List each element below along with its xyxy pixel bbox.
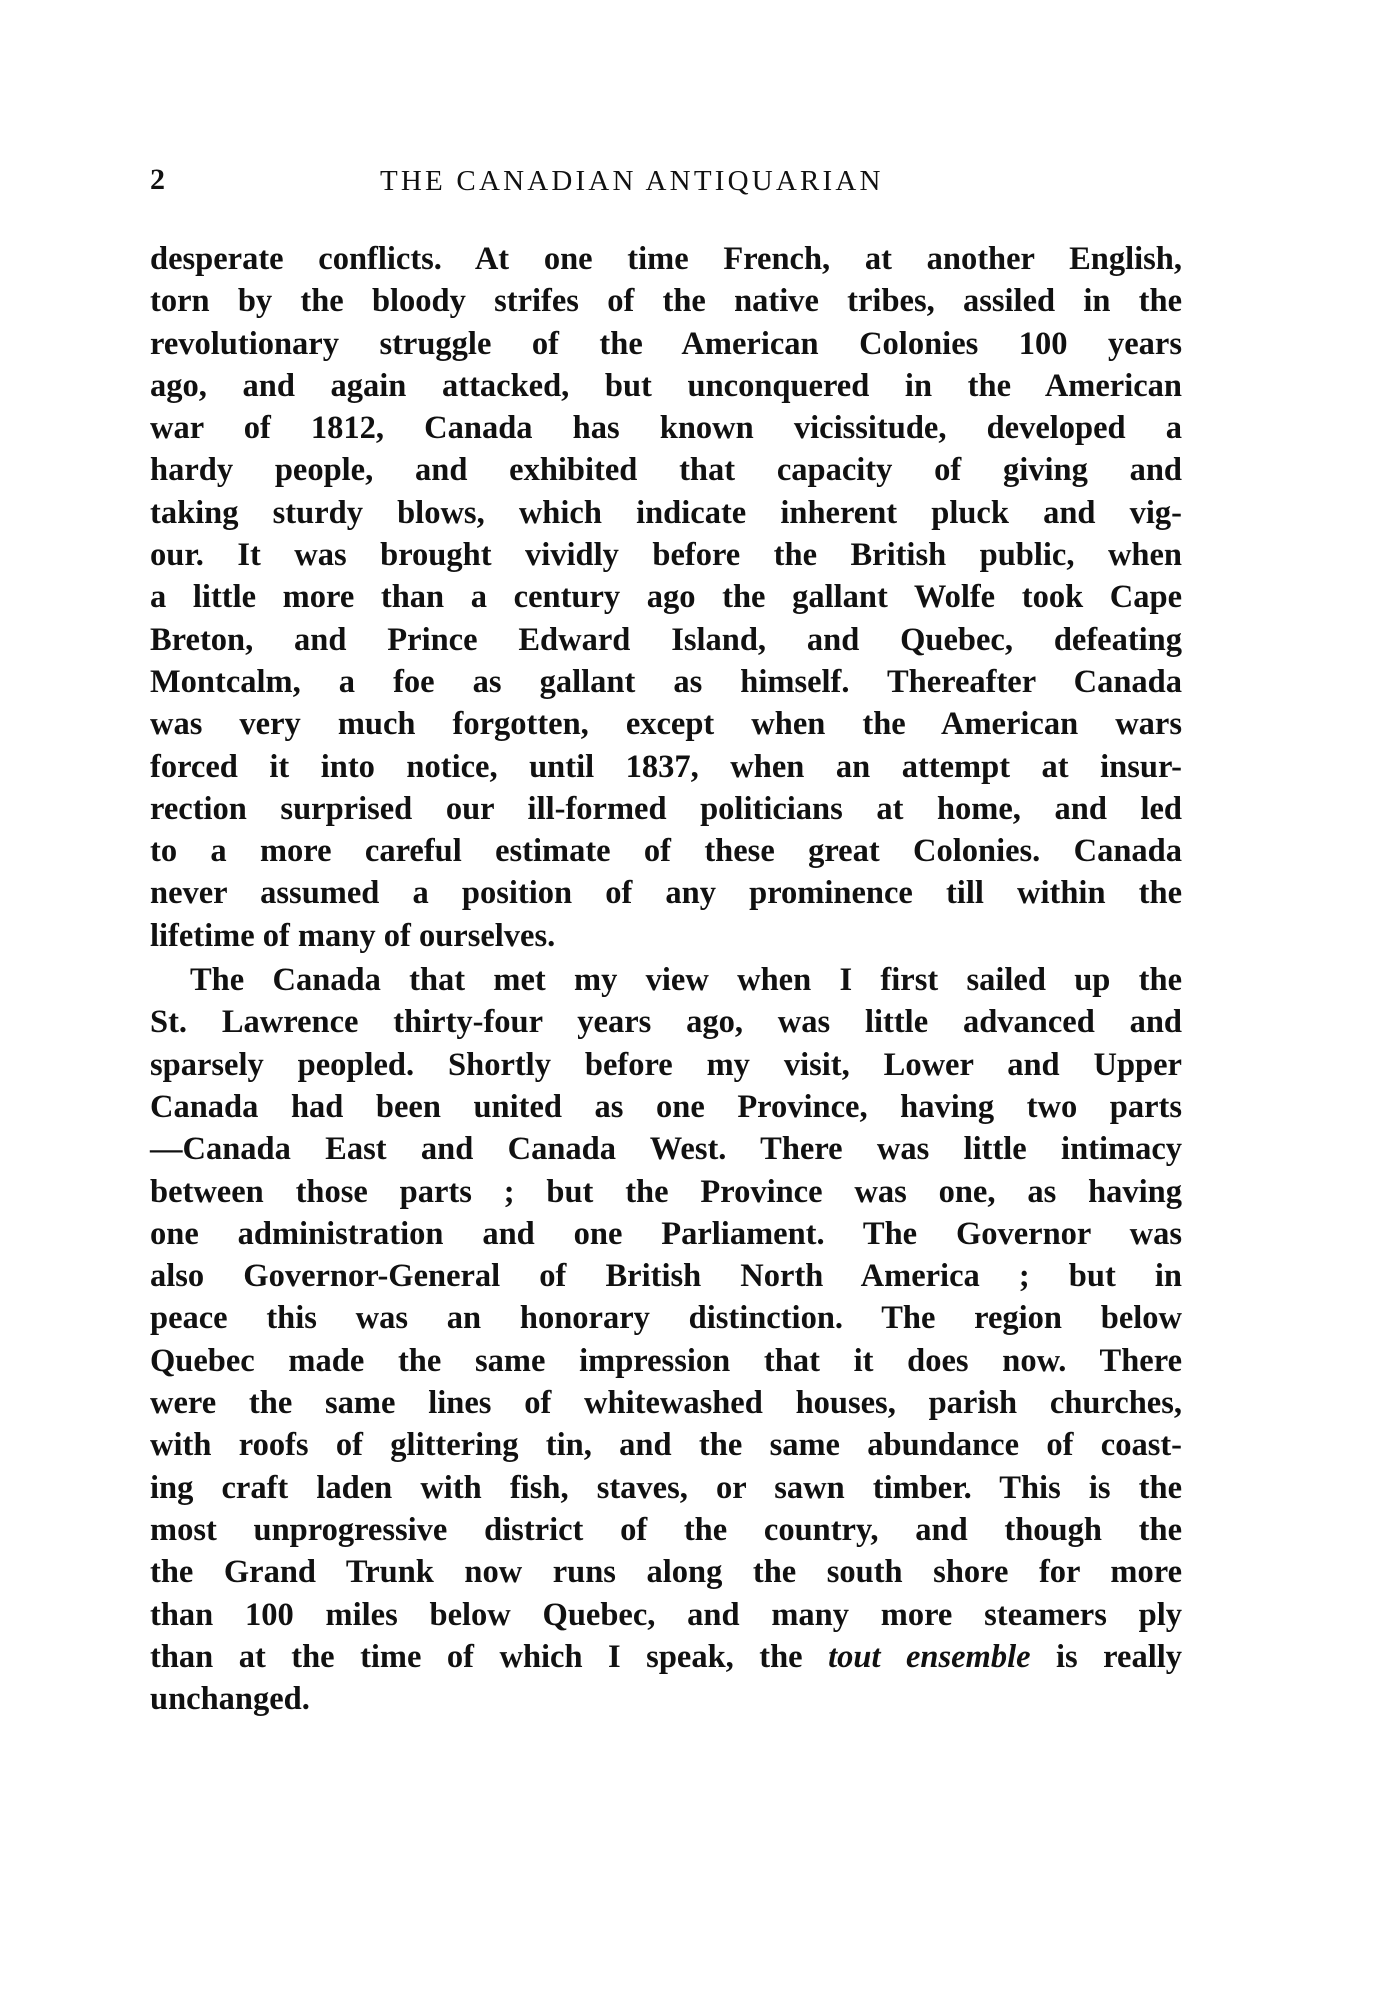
text-line: peace this was an honorary distinction. The region below [150,1300,1182,1337]
text-line: torn by the bloody strifes of the native tribes, assiled in the [150,283,1182,320]
text-line: were the same lines of whitewashed houses, parish churches, [150,1385,1182,1422]
text-line: hardy people, and exhibited that capacity of giving and [150,452,1182,489]
paragraph-1 [150,238,1182,957]
text-line: war of 1812, Canada has known vicissitude, developed a [150,410,1182,447]
line-text-after-italic: is really [1030,1638,1183,1675]
text-line: most unprogressive district of the country, and though the [150,1511,1182,1548]
text-line: our. It was brought vividly before the British public, when [150,537,1182,574]
text-line: the Grand Trunk now runs along the south shore for more [150,1554,1182,1591]
body-text [150,238,1182,1720]
text-line: than 100 miles below Quebec, and many more steamers ply [150,1596,1182,1633]
text-line: ing craft laden with fish, staves, or sawn timber. This is the [150,1469,1182,1506]
page-number: 2 [150,163,166,196]
text-line: sparsely peopled. Shortly before my visit, Lower and Upper [150,1046,1182,1083]
text-line: lifetime of many of ourselves. [150,917,556,954]
text-line: also Governor-General of British North America ; but in [150,1258,1182,1295]
text-line: St. Lawrence thirty-four years ago, was little advanced and [150,1004,1182,1041]
text-line: forced it into notice, until 1837, when an attempt at insur- [150,748,1182,785]
text-line: with roofs of glittering tin, and the same abundance of coast- [150,1427,1182,1464]
text-line: to a more careful estimate of these great Colonies. Canada [150,833,1182,870]
text-line-with-italic [150,1636,1182,1678]
running-head [150,163,1180,203]
text-line: —Canada East and Canada West. There was little intimacy [150,1131,1182,1168]
text-line: The Canada that met my view when I first sailed up the [190,962,1182,999]
text-line: Quebec made the same impression that it does now. There [150,1342,1182,1379]
text-line: taking sturdy blows, which indicate inherent pluck and vig- [150,494,1182,531]
paragraph-2 [150,959,1182,1720]
text-line: rection surprised our ill-formed politicians at home, and led [150,790,1182,827]
text-line: one administration and one Parliament. The Governor was [150,1215,1182,1252]
journal-title: THE CANADIAN ANTIQUARIAN [380,165,884,197]
text-line: ago, and again attacked, but unconquered in the American [150,367,1182,404]
text-line: Breton, and Prince Edward Island, and Quebec, defeating [150,621,1182,658]
italic-phrase: tout ensemble [828,1638,1031,1675]
text-line: revolutionary struggle of the American Colonies 100 years [150,325,1182,362]
text-line: between those parts ; but the Province was one, as having [150,1173,1182,1210]
line-text-before-italic: than at the time of which I speak, the [150,1638,829,1675]
text-line: unchanged. [150,1681,310,1718]
text-line: Canada had been united as one Province, having two parts [150,1088,1182,1125]
text-line: a little more than a century ago the gallant Wolfe took Cape [150,579,1182,616]
text-line: Montcalm, a foe as gallant as himself. Thereafter Canada [150,663,1182,700]
text-line: was very much forgotten, except when the American wars [150,706,1182,743]
text-line: desperate conflicts. At one time French, at another English, [150,241,1182,277]
text-line: never assumed a position of any prominence till within the [150,875,1182,912]
